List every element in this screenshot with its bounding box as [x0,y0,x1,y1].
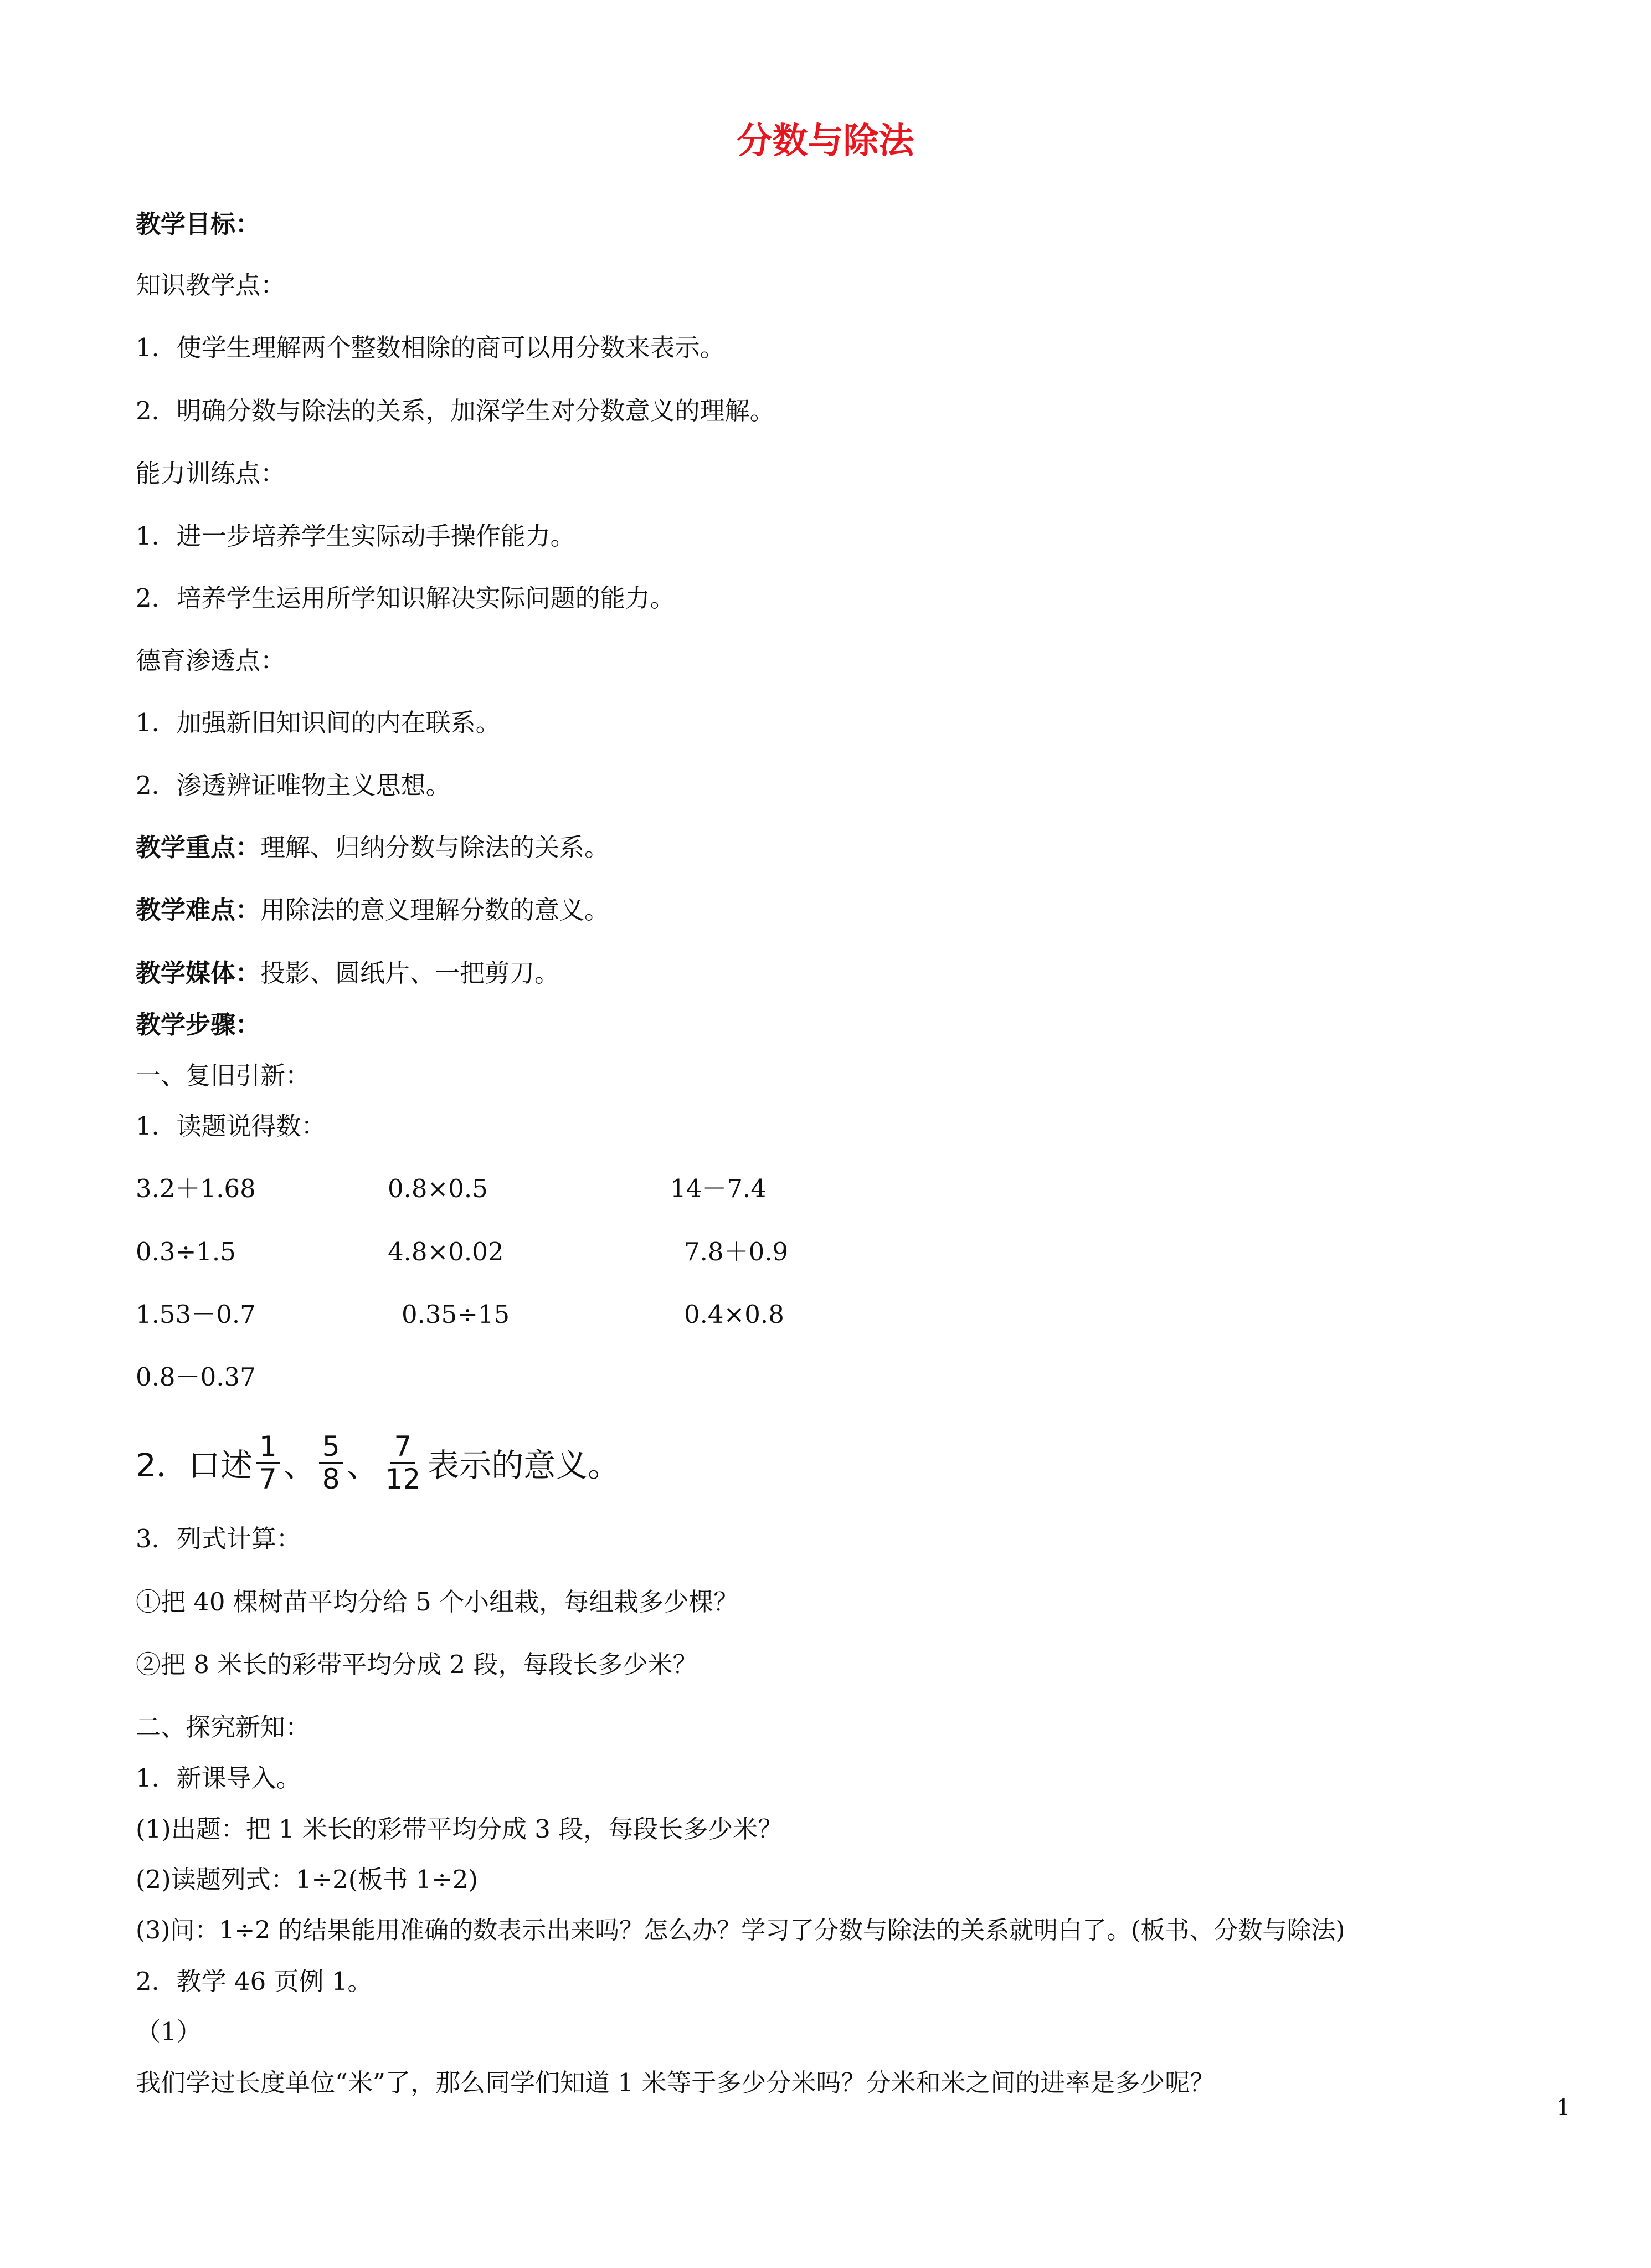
media-label: 教学媒体： [136,958,261,988]
knowledge-item-1: 1．使学生理解两个整数相除的商可以用分数来表示。 [136,333,725,362]
ability-item-2: 2．培养学生运用所学知识解决实际问题的能力。 [136,583,675,613]
fraction-denominator: 8 [322,1463,340,1495]
expression: 4.8×0.02 [388,1237,504,1266]
objectives-heading: 教学目标： [136,209,261,239]
step-2-2-sub: （1） [136,2017,202,2046]
ability-item-1: 1．进一步培养学生实际动手操作能力。 [136,521,575,551]
key-points-label: 教学重点： [136,833,261,862]
key-points [136,831,609,864]
step-2-1-sub-3: (3)问：1÷2 的结果能用准确的数表示出来吗？怎么办？学习了分数与除法的关系就明白了。(板书、分数与除法) [136,1916,1345,1944]
step-1-2-prefix: 2．口述 [136,1446,253,1484]
difficult-points [136,894,609,927]
step-1-1: 1．读题说得数： [136,1111,326,1141]
expression: 0.3÷1.5 [136,1237,236,1266]
step-2-2: 2．教学 46 页例 1。 [136,1967,373,1996]
step-2-2-text: 我们学过长度单位“米”了，那么同学们知道 1 米等于多少分米吗？分米和米之间的进率是多少呢？ [136,2068,1215,2097]
media [136,957,559,990]
step-1-2-suffix: 表示的意义。 [427,1446,620,1484]
knowledge-item-2: 2．明确分数与除法的关系，加深学生对分数意义的理解。 [136,396,775,425]
separator: 、 [283,1446,316,1484]
expression: 0.35÷15 [402,1300,510,1329]
moral-item-2: 2．渗透辨证唯物主义思想。 [136,771,451,800]
fraction-denominator: 7 [259,1463,277,1495]
fraction [319,1431,343,1495]
step-2-1-sub-2: (2)读题列式：1÷2(板书 1÷2) [136,1865,479,1894]
media-text: 投影、圆纸片、一把剪刀。 [260,958,560,988]
problem-1: ①把 40 棵树苗平均分给 5 个小组栽，每组栽多少棵？ [136,1587,739,1617]
step-1-2 [136,1427,620,1499]
moral-heading: 德育渗透点： [136,646,286,675]
step-1-3: 3．列式计算： [136,1524,301,1553]
step-2-1-sub-1: (1)出题：把 1 米长的彩带平均分成 3 段，每段长多少米？ [136,1814,783,1844]
difficult-points-text: 用除法的意义理解分数的意义。 [260,895,610,925]
section-2-heading: 二、探究新知： [136,1712,311,1742]
expression: 0.8×0.5 [388,1174,488,1203]
knowledge-heading: 知识教学点： [136,270,286,300]
expression: 0.8－0.37 [136,1362,256,1392]
expression: 1.53－0.7 [136,1300,256,1329]
fraction [256,1431,280,1495]
steps-heading: 教学步骤： [136,1010,261,1039]
fraction-numerator: 1 [256,1431,280,1464]
key-points-text: 理解、归纳分数与除法的关系。 [260,833,610,862]
separator: 、 [346,1446,379,1484]
expression: 7.8＋0.9 [684,1237,789,1266]
problem-2: ②把 8 米长的彩带平均分成 2 段，每段长多少米？ [136,1650,698,1679]
expression: 0.4×0.8 [684,1300,784,1329]
fraction-numerator: 7 [390,1431,415,1464]
fraction-numerator: 5 [319,1431,343,1464]
page-number: 1 [1556,2095,1571,2121]
expression: 3.2＋1.68 [136,1174,256,1203]
expression: 14－7.4 [670,1174,767,1203]
ability-heading: 能力训练点： [136,459,286,488]
section-1-heading: 一、复旧引新： [136,1061,311,1090]
document-title: 分数与除法 [737,121,914,162]
fraction-denominator: 12 [385,1463,421,1495]
fraction [382,1431,424,1495]
moral-item-1: 1．加强新旧知识间的内在联系。 [136,708,501,737]
difficult-points-label: 教学难点： [136,895,261,925]
step-2-1: 1．新课导入。 [136,1763,301,1793]
